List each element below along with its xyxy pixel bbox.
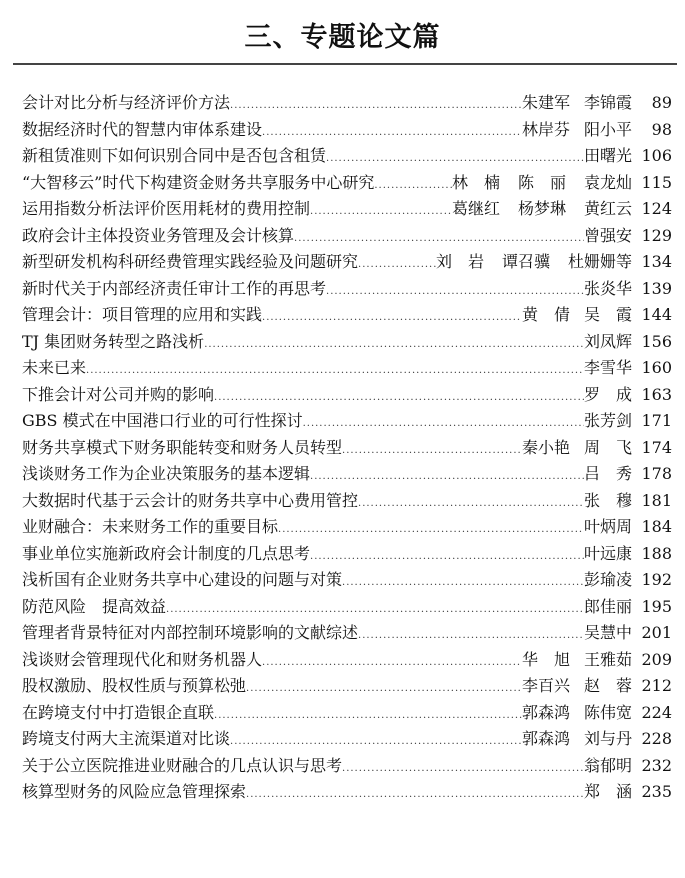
dot-leader bbox=[262, 305, 522, 332]
entry-authors bbox=[584, 620, 632, 647]
page-number: 212 bbox=[641, 676, 672, 695]
entry-title: 浅谈财会管理现代化和财务机器人 bbox=[22, 649, 263, 669]
author-name: 田曙光 bbox=[583, 146, 632, 165]
dot-leader bbox=[214, 703, 522, 730]
entry-title: 未来已来 bbox=[22, 358, 87, 377]
entry-authors bbox=[584, 779, 632, 806]
toc-entry bbox=[22, 647, 672, 674]
entry-authors bbox=[584, 514, 632, 541]
entry-title: 业财融合：未来财务工作的重要目标 bbox=[22, 517, 279, 536]
entry-title: 会计对比分析与经济评价方法 bbox=[22, 93, 231, 112]
entry-title: 新型研发机构科研经费管理实践经验及问题研究 bbox=[22, 252, 359, 271]
author-name: 刘与丹 bbox=[583, 729, 632, 748]
page-number: 209 bbox=[641, 649, 672, 669]
author-name: 陈伟宽 bbox=[583, 702, 632, 722]
toc-entry bbox=[22, 726, 672, 753]
entry-title: 防范风险 提高效益 bbox=[22, 596, 167, 616]
entry-title: 事业单位实施新政府会计制度的几点思考 bbox=[22, 543, 311, 563]
author-name: 阳小平 bbox=[583, 119, 632, 139]
toc-entry bbox=[22, 355, 672, 382]
page-title: 三、专题论文篇 bbox=[244, 22, 441, 53]
page-number: 232 bbox=[641, 755, 672, 775]
page-number: 188 bbox=[641, 543, 672, 563]
author-name: 郑 涵 bbox=[583, 782, 632, 801]
author-name: 曾强安 bbox=[583, 225, 632, 245]
toc-entry bbox=[22, 329, 672, 356]
author-name: 李百兴 bbox=[521, 676, 570, 695]
entry-authors bbox=[452, 170, 632, 197]
page-number: 160 bbox=[641, 358, 672, 377]
author-name: 朱建军 bbox=[521, 93, 570, 112]
dot-leader bbox=[342, 438, 522, 465]
dot-leader bbox=[262, 650, 522, 677]
entry-title: 浅谈财务工作为企业决策服务的基本逻辑 bbox=[22, 464, 311, 483]
entry-authors bbox=[522, 647, 632, 674]
toc-entry bbox=[22, 196, 672, 223]
author-name: 罗 成 bbox=[583, 384, 632, 404]
dot-leader bbox=[374, 173, 452, 200]
page-number: 129 bbox=[641, 225, 672, 245]
dot-leader bbox=[342, 570, 584, 597]
entry-authors bbox=[452, 196, 632, 223]
author-name: 林 楠 bbox=[451, 172, 500, 192]
entry-title: 运用指数分析法评价医用耗材的费用控制 bbox=[22, 199, 311, 218]
author-name: 葛继红 bbox=[451, 199, 500, 218]
author-name: 黄红云 bbox=[583, 199, 632, 218]
entry-authors bbox=[522, 726, 632, 753]
entry-authors bbox=[584, 488, 632, 515]
entry-authors bbox=[584, 461, 632, 488]
page-number: 89 bbox=[651, 93, 672, 112]
author-name: 林岸芬 bbox=[521, 119, 570, 139]
author-name: 王雅茹 bbox=[583, 649, 632, 669]
page-number: 228 bbox=[641, 729, 672, 748]
entry-authors bbox=[522, 302, 632, 329]
author-name: 吴慧中 bbox=[583, 623, 632, 642]
entry-title: 财务共享模式下财务职能转变和财务人员转型 bbox=[22, 437, 343, 457]
entry-authors bbox=[584, 408, 632, 435]
toc-entry bbox=[22, 223, 672, 250]
entry-title: 关于公立医院推进业财融合的几点认识与思考 bbox=[22, 755, 343, 775]
toc-entry bbox=[22, 461, 672, 488]
author-name: 周 飞 bbox=[583, 437, 632, 457]
entry-title: 浅析国有企业财务共享中心建设的问题与对策 bbox=[22, 570, 343, 589]
author-name: 彭瑜凌 bbox=[583, 570, 632, 589]
toc-entry bbox=[22, 382, 672, 409]
dot-leader bbox=[246, 782, 584, 809]
entry-authors bbox=[584, 276, 632, 303]
author-name: 刘 岩 bbox=[435, 252, 484, 271]
toc-entry bbox=[22, 143, 672, 170]
page-number: 184 bbox=[641, 517, 672, 536]
entry-title: 新时代关于内部经济责任审计工作的再思考 bbox=[22, 278, 327, 298]
entry-title: TJ 集团财务转型之路浅析 bbox=[22, 331, 205, 351]
entry-title: 管理会计：项目管理的应用和实践 bbox=[22, 305, 263, 324]
entry-title: 新租赁准则下如何识别合同中是否包含租赁 bbox=[22, 146, 327, 165]
author-name: 袁龙灿 bbox=[583, 172, 632, 192]
page-number: 156 bbox=[641, 331, 672, 351]
author-name: 李雪华 bbox=[583, 358, 632, 377]
author-name: 吴 霞 bbox=[583, 305, 632, 324]
dot-leader bbox=[358, 491, 584, 518]
dot-leader bbox=[278, 517, 584, 544]
dot-leader bbox=[310, 199, 452, 226]
toc-entry bbox=[22, 90, 672, 117]
toc-entry bbox=[22, 700, 672, 727]
author-name: 杜姗姗等 bbox=[567, 252, 632, 271]
toc-entry bbox=[22, 170, 672, 197]
page-number: 201 bbox=[641, 623, 672, 642]
dot-leader bbox=[246, 676, 522, 703]
title-divider bbox=[13, 63, 677, 65]
page-number: 134 bbox=[641, 252, 672, 271]
author-name: 郭森鸿 bbox=[521, 729, 570, 748]
author-name: 李锦霞 bbox=[583, 93, 632, 112]
entry-authors bbox=[584, 753, 632, 780]
toc-entry bbox=[22, 753, 672, 780]
entry-authors bbox=[584, 329, 632, 356]
toc-entry bbox=[22, 779, 672, 806]
toc-entry bbox=[22, 567, 672, 594]
author-name: 郭森鸿 bbox=[521, 702, 570, 722]
entry-authors bbox=[584, 223, 632, 250]
entry-authors bbox=[522, 90, 632, 117]
page-number: 144 bbox=[641, 305, 672, 324]
author-name: 翁郁明 bbox=[583, 755, 632, 775]
author-name: 华 旭 bbox=[521, 649, 570, 669]
toc-entry bbox=[22, 514, 672, 541]
page-number: 124 bbox=[641, 199, 672, 218]
toc-entry bbox=[22, 594, 672, 621]
entry-title: 核算型财务的风险应急管理探索 bbox=[22, 782, 247, 801]
entry-title: 大数据时代基于云会计的财务共享中心费用管控 bbox=[22, 490, 359, 510]
dot-leader bbox=[310, 544, 584, 571]
page-number: 139 bbox=[641, 278, 672, 298]
author-name: 刘凤辉 bbox=[583, 331, 632, 351]
author-name: 张 穆 bbox=[583, 490, 632, 510]
entry-authors bbox=[584, 382, 632, 409]
page-number: 106 bbox=[641, 146, 672, 165]
toc-entry bbox=[22, 435, 672, 462]
entry-authors bbox=[436, 249, 632, 276]
author-name: 秦小艳 bbox=[521, 437, 570, 457]
toc-entry bbox=[22, 249, 672, 276]
author-name: 黄 倩 bbox=[521, 305, 570, 324]
toc-entry bbox=[22, 620, 672, 647]
page-number: 174 bbox=[641, 437, 672, 457]
entry-authors bbox=[584, 355, 632, 382]
entry-title: 股权激励、股权性质与预算松弛 bbox=[22, 676, 247, 695]
page-number: 178 bbox=[641, 464, 672, 483]
dot-leader bbox=[358, 252, 436, 279]
page-number: 224 bbox=[641, 702, 672, 722]
toc-entry bbox=[22, 276, 672, 303]
entry-title: 数据经济时代的智慧内审体系建设 bbox=[22, 119, 263, 139]
entry-title: 管理者背景特征对内部控制环境影响的文献综述 bbox=[22, 623, 359, 642]
dot-leader bbox=[342, 756, 584, 783]
author-name: 陈 丽 bbox=[517, 172, 566, 192]
toc-entry bbox=[22, 488, 672, 515]
entry-title: 下推会计对公司并购的影响 bbox=[22, 384, 215, 404]
entry-title: “大智移云”时代下构建资金财务共享服务中心研究 bbox=[22, 172, 375, 192]
page-number: 115 bbox=[641, 172, 672, 192]
toc-entry bbox=[22, 302, 672, 329]
dot-leader bbox=[230, 93, 522, 120]
entry-title: 政府会计主体投资业务管理及会计核算 bbox=[22, 225, 295, 245]
author-name: 吕 秀 bbox=[583, 464, 632, 483]
entry-authors bbox=[522, 673, 632, 700]
page-number: 195 bbox=[641, 596, 672, 616]
entry-authors bbox=[584, 541, 632, 568]
author-name: 赵 蓉 bbox=[583, 676, 632, 695]
entry-authors bbox=[584, 594, 632, 621]
author-name: 杨梦琳 bbox=[517, 199, 566, 218]
entry-authors bbox=[584, 567, 632, 594]
entry-authors bbox=[584, 143, 632, 170]
entry-title: 在跨境支付中打造银企直联 bbox=[22, 702, 215, 722]
toc-entry bbox=[22, 408, 672, 435]
page-number: 98 bbox=[651, 119, 672, 139]
page-number: 171 bbox=[641, 411, 672, 430]
toc-entry bbox=[22, 673, 672, 700]
page-number: 235 bbox=[641, 782, 672, 801]
author-name: 谭召骥 bbox=[501, 252, 550, 271]
page-number: 163 bbox=[641, 384, 672, 404]
author-name: 张芳剑 bbox=[583, 411, 632, 430]
dot-leader bbox=[204, 332, 584, 359]
toc-entry bbox=[22, 541, 672, 568]
page-number: 181 bbox=[641, 490, 672, 510]
entry-title: 跨境支付两大主流渠道对比谈 bbox=[22, 729, 231, 748]
author-name: 叶炳周 bbox=[583, 517, 632, 536]
table-of-contents bbox=[22, 90, 672, 806]
entry-title: GBS 模式在中国港口行业的可行性探讨 bbox=[22, 411, 303, 430]
page-number: 192 bbox=[641, 570, 672, 589]
author-name: 郎佳丽 bbox=[583, 596, 632, 616]
author-name: 叶远康 bbox=[583, 543, 632, 563]
author-name: 张炎华 bbox=[583, 278, 632, 298]
entry-authors bbox=[522, 117, 632, 144]
entry-authors bbox=[522, 700, 632, 727]
entry-authors bbox=[522, 435, 632, 462]
toc-entry bbox=[22, 117, 672, 144]
